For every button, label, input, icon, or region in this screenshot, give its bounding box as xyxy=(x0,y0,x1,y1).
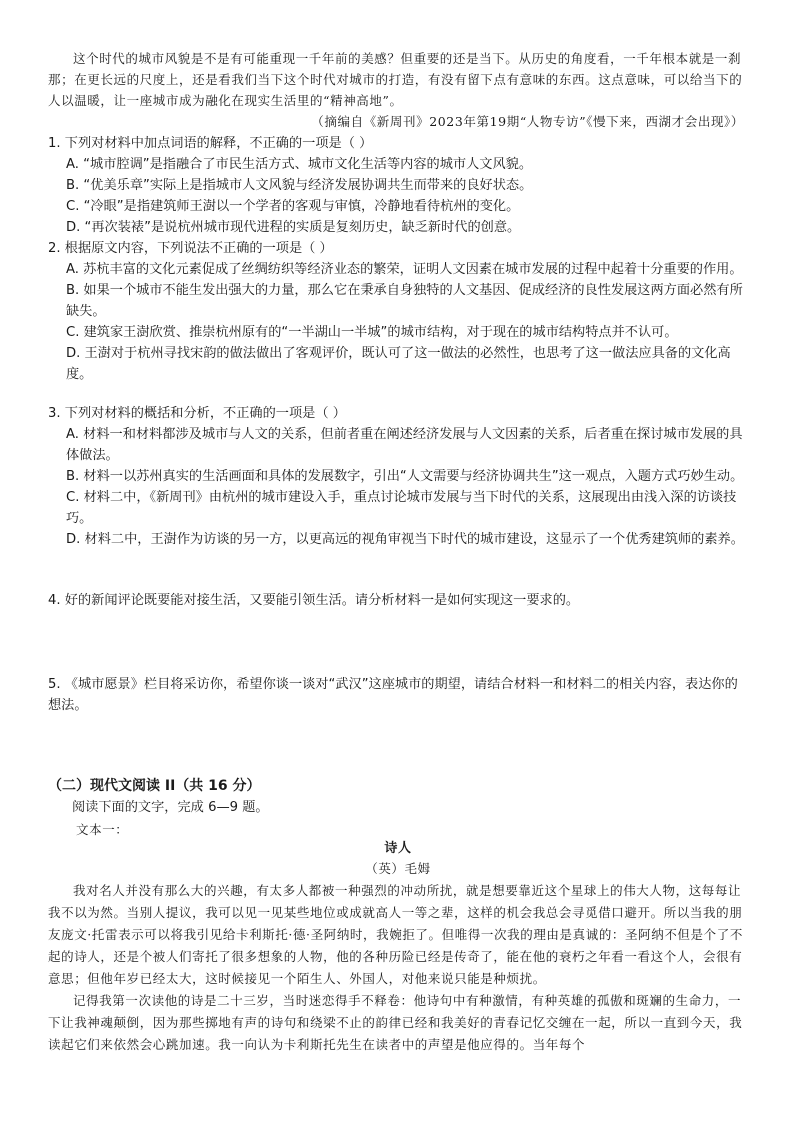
question-stem: 3. 下列对材料的概括和分析，不正确的一项是（ ） xyxy=(48,406,346,421)
intro-paragraph: 这个时代的城市风貌是不是有可能重现一千年前的美感？但重要的还是当下。从历史的角度看，一千年根本就是一刹那；在更长远的尺度上，还是看我们当下这个时代对城市的打造，有没有留下点有意味的东西。这点意味，可以给当下的人以温暖，让一座城市成为融化在现实生活里的“精神高地”。 xyxy=(48,51,743,108)
option-a: A. 材料一和材料都涉及城市与人文的关系，但前者重在阐述经济发展与人文因素的关系，后者重在探讨城市发展的具体做法。 xyxy=(66,427,743,463)
text-body xyxy=(48,880,748,1056)
body-paragraph: 我对名人并没有那么大的兴趣，有太多人都被一种强烈的冲动所扰，就是想要靠近这个星球上的伟大人物，这每每让我不以为然。当别人提议，我可以见一见某些地位或成就高人一等之辈，这样的机会我总会寻觅借口避开。所以当我的朋友庞文·托雷表示可以将我引见给卡利斯托·德·圣阿纳时，我婉拒了。但唯得一次我的理由是真诚的：圣阿纳不但是个了不起的诗人，还是个被人们寄托了很多想象的人物，他的各种历险已经是传奇了，能在他的衰朽之年看一看这个人，会很有意思；但他年岁已经太大，这时候接见一个陌生人、外国人，对他来说只能是种烦扰。 xyxy=(48,883,743,986)
question-stem: 5. 《城市愿景》栏目将采访你，希望你谈一谈对“武汉”这座城市的期望，请结合材料一和材料二的相关内容，表达你的想法。 xyxy=(48,677,738,713)
option-b: B. 材料一以苏州真实的生活画面和具体的发展数字，引出“人文需要与经济协调共生”这一观点，入题方式巧妙生动。 xyxy=(66,469,744,484)
author: （英）毛姆 xyxy=(365,861,431,876)
question-1 xyxy=(48,133,748,238)
question-2 xyxy=(48,238,748,385)
option-c: C. 材料二中，《新周刊》由杭州的城市建设入手，重点讨论城市发展与当下时代的关系，这展现出由浅入深的访谈技巧。 xyxy=(66,490,737,526)
section-title: （二）现代文阅读 II（共 16 分） xyxy=(48,778,261,794)
option-c: C. “冷眼”是指建筑师王澍以一个学者的客观与审慎，冷静地看待杭州的变化。 xyxy=(66,199,520,214)
option-c: C. 建筑家王澍欣赏、推崇杭州原有的“一半湖山一半城”的城市结构，对于现在的城市结构特点并不认可。 xyxy=(66,325,678,340)
intro-source: （摘编自《新周刊》2023年第19期“人物专访”《慢下来，西湖才会出现》） xyxy=(311,114,744,129)
option-a: A. “城市腔调”是指融合了市民生活方式、城市文化生活等内容的城市人文风貌。 xyxy=(66,157,533,172)
question-stem: 1. 下列对材料中加点词语的解释，不正确的一项是（ ） xyxy=(48,136,373,151)
option-d: D. 王澍对于杭州寻找宋韵的做法做出了客观评价，既认可了这一做法的必然性，也思考了这一做法应具备的文化高度。 xyxy=(66,346,731,382)
question-5 xyxy=(48,674,748,716)
body-paragraph: 记得我第一次读他的诗是二十三岁，当时迷恋得手不释卷：他诗句中有种激情，有种英雄的孤傲和斑斓的生命力，一下让我神魂颠倒，因为那些掷地有声的诗句和绕梁不止的韵律已经和我美好的青春记忆交缠在一起，所以一直到今天，我读起它们来依然会心跳加速。我一向认为卡利斯托先生在读者中的声望是他应得的。当年每个 xyxy=(48,993,743,1052)
question-stem: 2. 根据原文内容，下列说法不正确的一项是（ ） xyxy=(48,241,333,256)
question-stem: 4. 好的新闻评论既要能对接生活，又要能引领生活。请分析材料一是如何实现这一要求的。 xyxy=(48,593,580,608)
option-b: B. “优美乐章”实际上是指城市人文风貌与经济发展协调共生而带来的良好状态。 xyxy=(66,178,533,193)
question-4 xyxy=(48,590,748,611)
option-a: A. 苏杭丰富的文化元素促成了丝绸纺织等经济业态的繁荣，证明人文因素在城市发展的过程中起着十分重要的作用。 xyxy=(66,262,743,277)
option-d: D. “再次装裱”是说杭州城市现代进程的实质是复刻历史，缺乏新时代的创意。 xyxy=(66,220,521,235)
poem-title: 诗人 xyxy=(384,841,412,856)
section-instruction: 阅读下面的文字，完成 6—9 题。 xyxy=(72,800,269,815)
option-b: B. 如果一个城市不能生发出强大的力量，那么它在秉承自身独特的人文基因、促成经济的良性发展这两方面必然有所缺失。 xyxy=(66,283,743,319)
question-3 xyxy=(48,403,748,550)
option-d: D. 材料二中，王澍作为访谈的另一方，以更高远的视角审视当下时代的城市建设，这显示了一个优秀建筑师的素养。 xyxy=(66,532,744,547)
text-label: 文本一： xyxy=(76,822,129,837)
section-2 xyxy=(48,776,748,818)
